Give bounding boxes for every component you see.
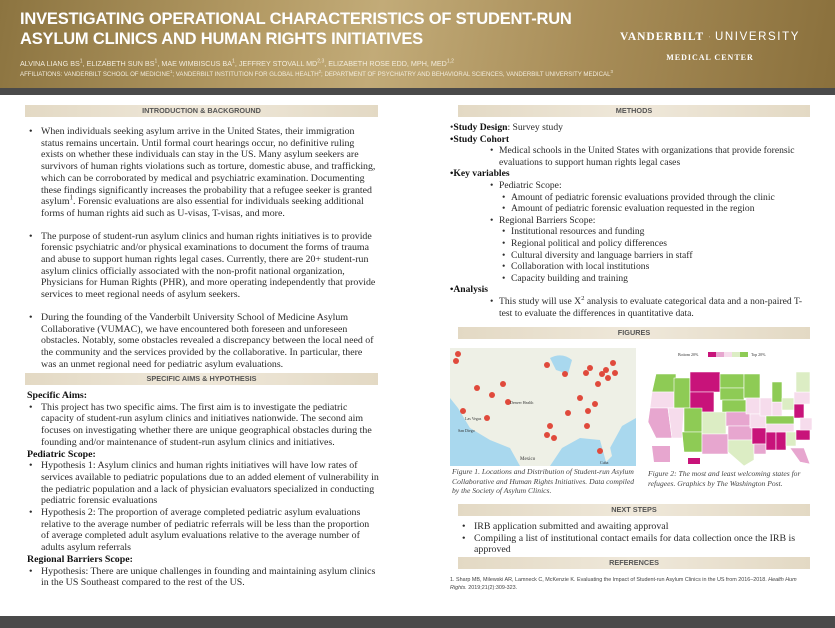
- figure-2-caption: Figure 2: The most and least welcoming states for refugees. Graphics by The Washington Post.: [648, 469, 801, 488]
- intro-bullet: • When individuals seeking asylum arrive in the United States, their immigration status remains uncertain. Until formal court hearings occur, no definitive ruling exists on whether these individuals can stay in the US. Many asylum seekers are survivors of human rights violations such as torture, domestic abuse, and trafficking, which can be corroborated by medical and psychiatric examination. Documenting these findings significantly increases the probability that a refugee seeker is granted asylum$^1$. Forensic evaluations are also essential for individuals seeking additional forms of human rights aid such as U-visas, T-visas, and more.: [27, 126, 379, 220]
- aims-section: Specific Aims: • This project has two specific aims. The first aim is to investigate the pediatric capacity of student-run asylum clinics and initiatives nationwide. The second aim focuses on investigating whether there are unique geographical obstacles during the founding and/or maintenance of student-run asylum clinics and initiatives. Pediatric Scope: • Hypothesis 1: Asylum clinics and human rights initiatives will have low rates of services available to pediatric populations due to an added element of vulnerability in the pediatric population and a lack of physician evaluators specialized in conducting pediatric forensic evaluations • Hypothesis 2: The proportion of average completed pediatric asylum evaluations relative to the average number of pediatric referrals will be less than the proportion of average completed adult asylum evaluations relative to the average number of adults asylum referrals Regional Barriers Scope: • Hypothesis: There are unique challenges in founding and maintaining asylum clinics in the US Southeast compared to the rest of the US.: [27, 390, 379, 589]
- svg-text:Denver Health: Denver Health: [510, 400, 534, 405]
- poster-title: INVESTIGATING OPERATIONAL CHARACTERISTICS OF STUDENT-RUN ASYLUM CLINICS AND HUMAN RIGHTS INITIATIVES: [20, 10, 572, 48]
- svg-text:Cuba: Cuba: [600, 460, 609, 465]
- poster-footer: [0, 616, 835, 628]
- reference-item: 1. Sharp MB, Milewski AR, Lamneck C, McKenzie K. Evaluating the Impact of Student-run Asylum Clinics in the US from 2016–2018. Health Hum Rights. 2019;21(2):309-323.: [450, 577, 797, 591]
- svg-text:Mexico: Mexico: [520, 457, 536, 462]
- figures-heading: FIGURES: [458, 327, 810, 339]
- affiliations: AFFILIATIONS: VANDERBILT SCHOOL OF MEDICINE$^1$; VANDERBILT INSTITUTION FOR GLOBAL HEALTH$^2$; DEPARTMENT OF PSYCHIATRY AND BEHAVIORAL SCIENCES, VANDERBILT UNIVERSITY MEDICAL$^3$: [20, 68, 613, 78]
- intro-bullet: • The purpose of student-run asylum clinics and human rights initiatives is to provide forensic psychiatric and/or physical examinations to document the forms of trauma and abuse to support human rights legal cases. Currently, there are 20+ student-run asylum clinics officially associated with the non-profit national organization, Physicians for Human Rights (PHR), and more operating independently that provide services to meet regional needs of asylum seekers.: [27, 231, 379, 301]
- methods-heading: METHODS: [458, 105, 810, 117]
- intro-heading: INTRODUCTION & BACKGROUND: [25, 105, 378, 117]
- author-list: ALVINA LIANG $BS^1$, ELIZABETH SUN $BS^1$, MAE WIMBISCUS $BA^1$, JEFFREY STOVALL MD$^{2,3}$, ELIZABETH ROSE EDD, MPH, MED$^{1,2}$: [20, 58, 454, 68]
- svg-text:Las Vegas: Las Vegas: [465, 416, 482, 421]
- svg-text:San Diego: San Diego: [458, 428, 475, 433]
- figure-2-refugee-map: [648, 352, 813, 467]
- next-steps-section: • IRB application submitted and awaiting approval • Compiling a list of institutional contact emails for data collection once the IRB is approved: [460, 521, 810, 556]
- aims-heading: SPECIFIC AIMS & HYPOTHESIS: [25, 373, 378, 385]
- next-steps-heading: NEXT STEPS: [458, 504, 810, 516]
- header-divider: [0, 88, 835, 95]
- poster-header: [0, 0, 835, 88]
- figure-1-caption: Figure 1. Locations and Distribution of Student-run Asylum Collaborative and Human Rights Initiatives. Data compiled by the Society of Asylum Clinics.: [452, 467, 635, 495]
- v-shield-icon: [709, 28, 710, 46]
- intro-section: [27, 126, 379, 370]
- figure-1-us-map: [450, 348, 636, 466]
- svg-text:Bottom 20%: Bottom 20%: [678, 352, 699, 357]
- svg-text:Top 20%: Top 20%: [751, 352, 766, 357]
- methods-section: •Study Design: Survey study •Study Cohort • Medical schools in the United States with organizations that provide forensic evaluations to support human rights legal cases •Key variables • Pediatric Scope: • Amount of pediatric forensic evaluations provided through the clinic • Amount of pediatric forensic evaluation requested in the region • Regional Barriers Scope: • Institutional resources and funding • Regional political and policy differences • Cultural diversity and language barriers in staff • Collaboration with local institutions • Capacity building and training •Analysis • This study will use $X^2$ analysis to evaluate categorical data and a non-paired T-test to evaluate the differences in quantitative data.: [450, 122, 810, 319]
- vanderbilt-logo: VANDERBILT UNIVERSITY MEDICAL CENTER: [620, 31, 800, 62]
- references-heading: REFERENCES: [458, 557, 810, 569]
- intro-bullet: • During the founding of the Vanderbilt University School of Medicine Asylum Collaborative (VUMAC), we have encountered both foreseen and unforeseen obstacles. Notably, some obstacles revealed a discrepancy between the local need of the community and the services provided by the collaborative. In particular, there was an unmet regional need for pediatric asylum evaluations.: [27, 312, 379, 371]
